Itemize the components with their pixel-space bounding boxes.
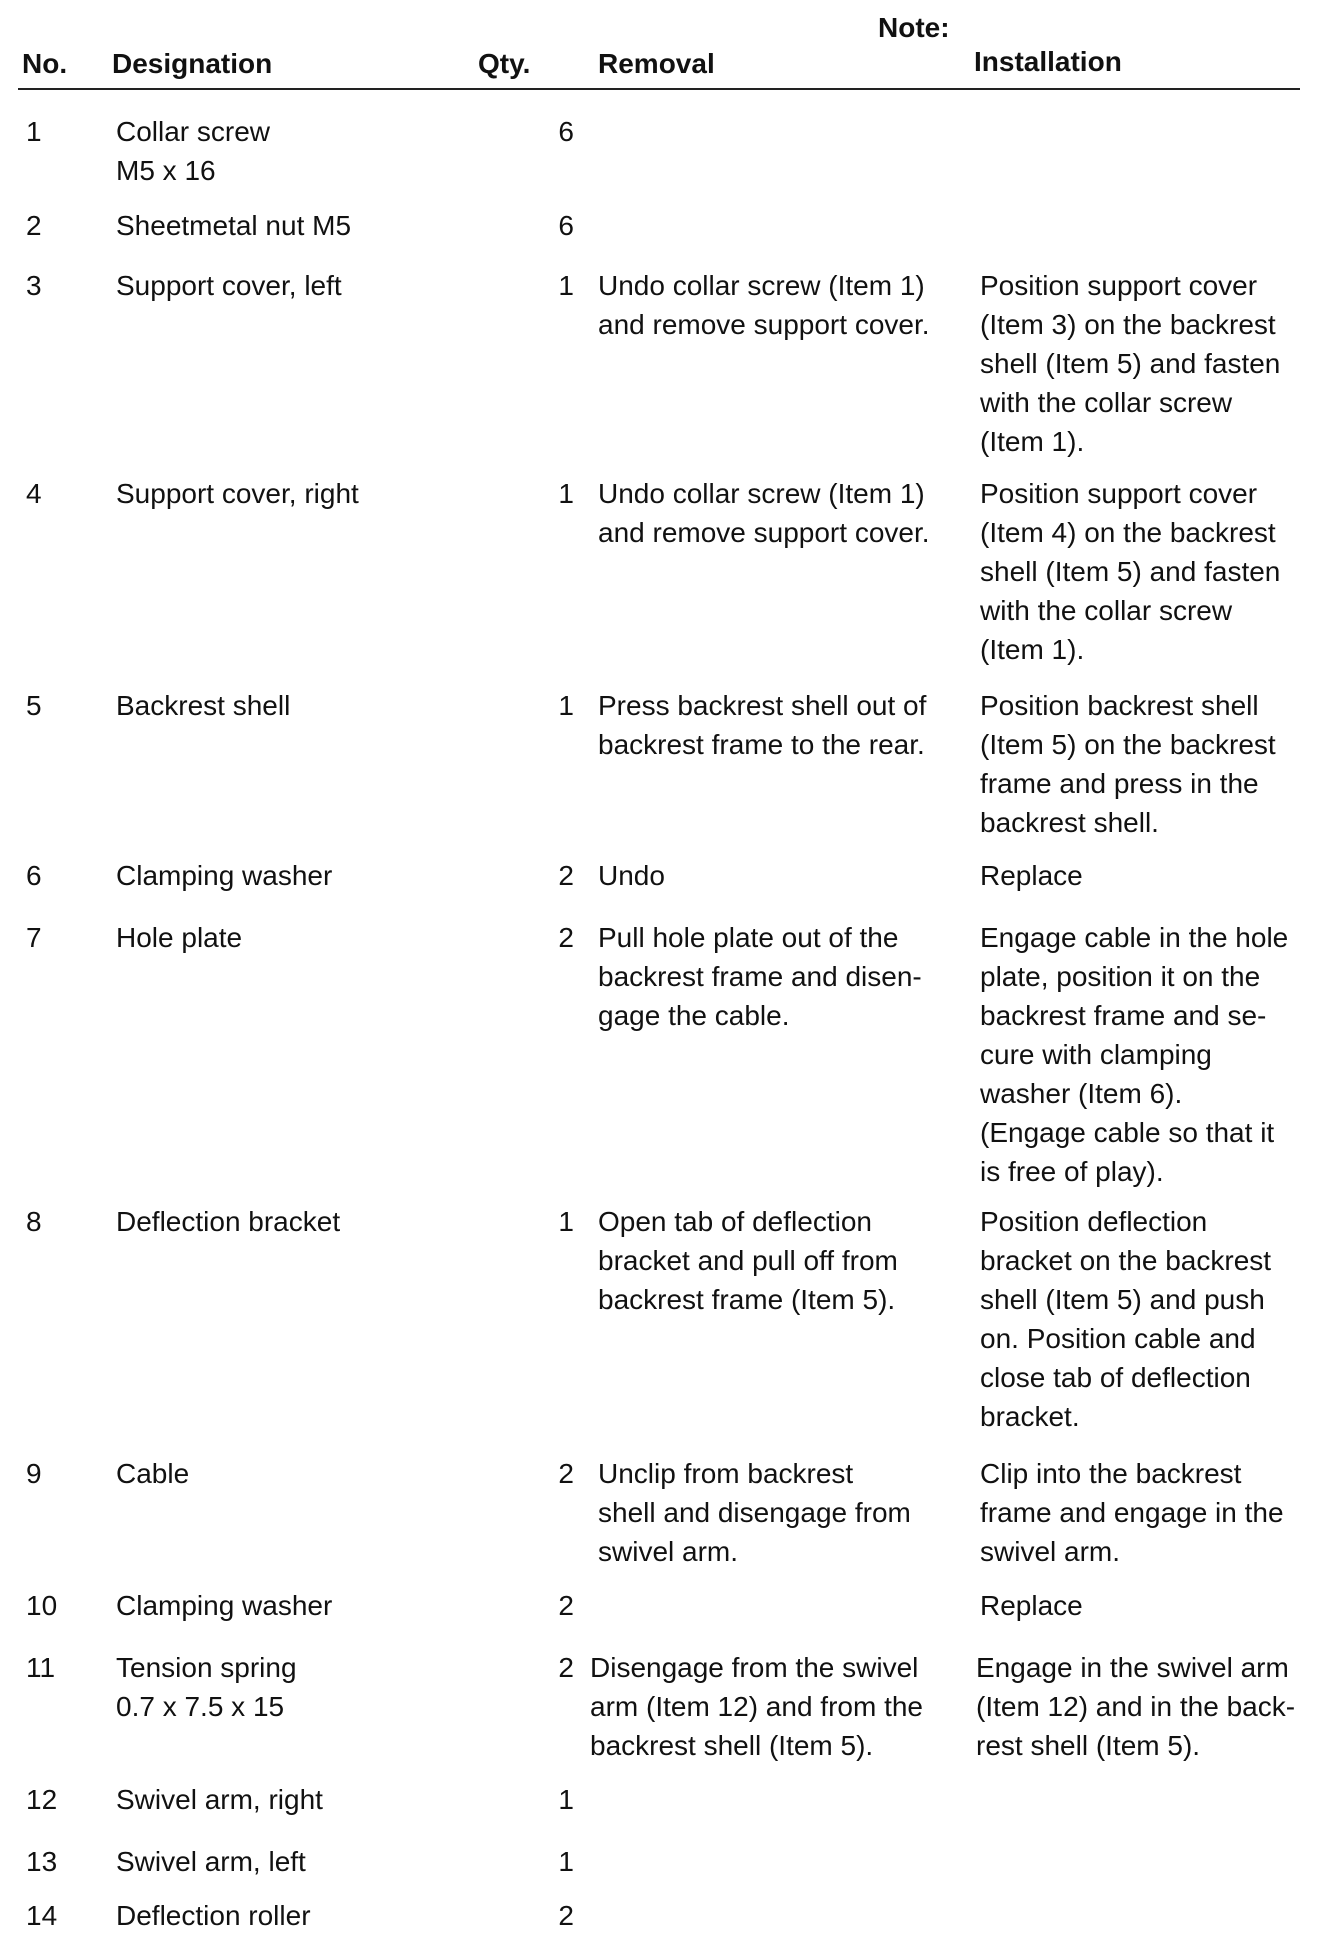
row-number: 1	[26, 116, 42, 147]
row-number: 7	[26, 922, 42, 953]
row-removal: Undo	[598, 860, 665, 891]
header-qty: Qty.	[478, 48, 531, 79]
header-installation: Installation	[974, 46, 1122, 77]
row-installation: Replace	[980, 860, 1083, 891]
header-removal: Removal	[598, 48, 715, 79]
row-installation: Position deflection bracket on the backrest shell (Item 5) and push on. Position cable and close tab of deflection bracket.	[980, 1206, 1272, 1432]
row-designation: Support cover, left	[116, 270, 342, 301]
row-designation: Collar screw M5 x 16	[116, 116, 271, 186]
row-qty: 6	[558, 210, 574, 241]
row-number: 10	[26, 1590, 58, 1621]
row-designation: Swivel arm, right	[116, 1784, 323, 1815]
row-qty: 1	[558, 1206, 574, 1237]
row-qty: 6	[558, 116, 574, 147]
row-designation: Clamping washer	[116, 1590, 333, 1621]
row-installation: Engage in the swivel arm (Item 12) and in the back- rest shell (Item 5).	[976, 1652, 1296, 1761]
row-designation: Deflection roller	[116, 1900, 311, 1931]
header-rule	[18, 88, 1300, 90]
row-installation: Clip into the backrest frame and engage in the swivel arm.	[980, 1458, 1284, 1567]
row-removal: Open tab of deflection bracket and pull off from backrest frame (Item 5).	[598, 1206, 898, 1315]
row-number: 13	[26, 1846, 58, 1877]
row-qty: 2	[558, 1590, 574, 1621]
row-removal: Pull hole plate out of the backrest frame and disen- gage the cable.	[598, 922, 922, 1031]
row-number: 12	[26, 1784, 58, 1815]
row-qty: 1	[558, 270, 574, 301]
row-removal: Undo collar screw (Item 1) and remove support cover.	[598, 270, 930, 340]
row-qty: 2	[558, 1900, 574, 1931]
row-designation: Tension spring 0.7 x 7.5 x 15	[116, 1652, 297, 1722]
row-designation: Hole plate	[116, 922, 243, 953]
row-designation: Backrest shell	[116, 690, 291, 721]
row-number: 2	[26, 210, 42, 241]
row-qty: 2	[558, 1458, 574, 1489]
row-removal: Press backrest shell out of backrest frame to the rear.	[598, 690, 927, 760]
row-qty: 2	[558, 1652, 574, 1683]
row-designation: Deflection bracket	[116, 1206, 341, 1237]
row-designation: Cable	[116, 1458, 190, 1489]
row-installation: Position support cover (Item 4) on the backrest shell (Item 5) and fasten with the collar screw (Item 1).	[980, 478, 1281, 665]
row-installation: Position support cover (Item 3) on the backrest shell (Item 5) and fasten with the collar screw (Item 1).	[980, 270, 1281, 457]
row-number: 6	[26, 860, 42, 891]
row-qty: 2	[558, 922, 574, 953]
header-note: Note:	[878, 12, 950, 43]
row-designation: Sheetmetal nut M5	[116, 210, 352, 241]
row-number: 8	[26, 1206, 42, 1237]
header-designation: Designation	[112, 48, 273, 79]
row-qty: 1	[558, 478, 574, 509]
row-number: 5	[26, 690, 42, 721]
row-number: 9	[26, 1458, 42, 1489]
row-removal: Unclip from backrest shell and disengage from swivel arm.	[598, 1458, 911, 1567]
row-qty: 1	[558, 690, 574, 721]
row-number: 14	[26, 1900, 58, 1931]
row-installation: Engage cable in the hole plate, position it on the backrest frame and se- cure with clamping washer (Item 6). (Engage cable so that it is free of play).	[980, 922, 1289, 1187]
row-removal: Disengage from the swivel arm (Item 12) and from the backrest shell (Item 5).	[590, 1652, 924, 1761]
row-installation: Position backrest shell (Item 5) on the backrest frame and press in the backrest shell.	[980, 690, 1276, 838]
row-removal: Undo collar screw (Item 1) and remove support cover.	[598, 478, 930, 548]
row-qty: 2	[558, 860, 574, 891]
row-designation: Clamping washer	[116, 860, 333, 891]
row-qty: 1	[558, 1846, 574, 1877]
row-designation: Support cover, right	[116, 478, 359, 509]
row-number: 11	[26, 1652, 56, 1683]
header-no: No.	[22, 48, 68, 79]
row-qty: 1	[558, 1784, 574, 1815]
row-installation: Replace	[980, 1590, 1083, 1621]
row-number: 3	[26, 270, 42, 301]
row-number: 4	[26, 478, 42, 509]
row-designation: Swivel arm, left	[116, 1846, 306, 1877]
